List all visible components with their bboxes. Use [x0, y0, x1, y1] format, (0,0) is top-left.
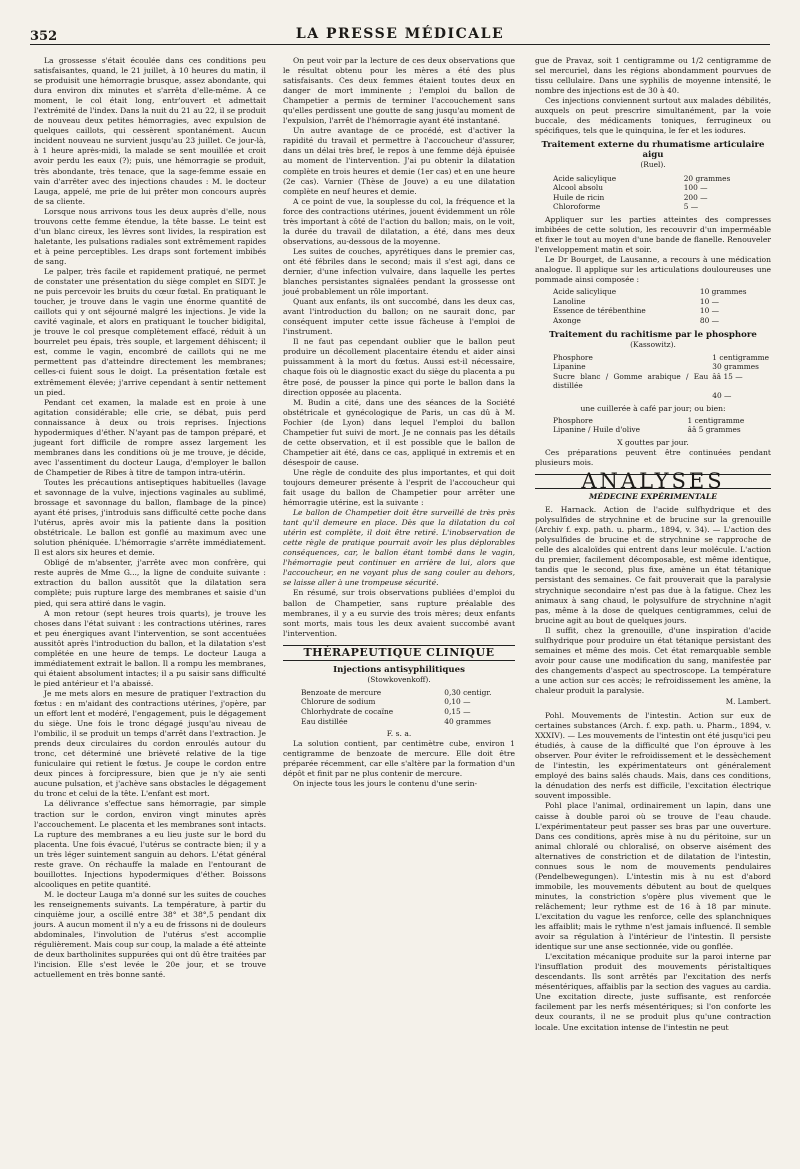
prescription-table — [535, 287, 771, 325]
dose: 30 grammes — [712, 362, 759, 372]
dose: 0,10 — — [444, 697, 471, 707]
prescription-author: (Stowkovenkoff). — [367, 674, 431, 684]
paragraph: La solution contient, par centimètre cube, environ 1 centigramme de benzoate de mercure. Elle doit être préparée récemment, car elle s'altère par la formation d'un dépôt et finit par ne plus contenir de mercure. — [283, 739, 515, 779]
ingredient: Benzoate de mercure — [301, 687, 382, 697]
page-number: 352 — [30, 29, 58, 44]
ingredient: Acide salicylique — [553, 173, 617, 183]
abstract-paragraph: Pohl place l'animal, ordinairement un lapin, dans une caisse à double paroi où se trouve de l'eau chaude. L'expérimentateur peut passer ses bras par une ouverture. Dans ces conditions, après mise à nu du péritoine, sur un animal chloralé ou chloralisé, on observe aisément des alternatives de constriction et de dilatation de l'intestin, connues sous le nom de mouvements pendulaires (Pendelbewegungen). L'intestin mis à nu est d'abord immobile, les mouvements débutent au bout de quelques minutes, la constriction s'opère plus vivement que le relâchement; leur rythme est de 16 à 18 par minute. L'excitation du vague les renforce, celle des splanchniques les affaiblit; mais le rythme n'est jamais influencé. Il semble avoir sa régulation à l'intérieur de l'intestin. Il persiste identique sur une anse sectionnée, vide ou gonflée. — [535, 801, 771, 952]
paragraph: Toutes les précautions antiseptiques habituelles (lavage et savonnage de la vulve, injections vaginales au sublimé, brossage et savonnage du ballon, flambage de la pince) ayant été prises, j'introduis sans difficulté cette poche dans l'utérus, après avoir mis la patiente dans la position obstétricale. Le ballon est gonflé au maximum avec une solution phéniquée. L'hémorragie s'arrête immédiatement. Il est alors six heures et demie. — [34, 477, 266, 558]
ingredient: Huile de ricin — [553, 192, 605, 202]
ingredient: Chloroforme — [553, 202, 601, 212]
prescription-row — [535, 353, 771, 363]
paragraph: Obligé de m'absenter, j'arrête avec mon confrère, qui reste auprès de Mme G..., la ligne de conduite suivante : extraction du ballon aussitôt que la dilatation sera complète; puis rupture large des membranes et saisie d'un pied, qui sera attiré dans le vagin. — [34, 558, 266, 608]
ingredient: Essence de térébenthine — [553, 306, 646, 316]
ingredient: Chlorhydrate de cocaïne — [301, 707, 394, 717]
dosage-note: une cuillerée à café par jour; ou bien: — [580, 403, 726, 413]
paragraph: A ce point de vue, la souplesse du col, la fréquence et la force des contractions utérines, jouent évidemment un rôle très important à côté de l'action du ballon; mais, on le voit, la durée du travail de dilatation, a été, dans mes deux observations, au-dessous de la moyenne. — [283, 196, 515, 246]
column-2 — [283, 56, 515, 790]
dose: 1 centigramme — [687, 415, 745, 425]
prescription-row — [535, 316, 771, 326]
paragraph: En résumé, sur trois observations publiées d'emploi du ballon de Champetier, sans rupture préalable des membranes, il y a eu survie des trois mères; deux enfants sont morts, mais tous les deux avaient succombé avant l'intervention. — [283, 588, 515, 638]
prescription-row — [535, 306, 771, 316]
dose: 10 — — [699, 296, 720, 306]
prescription-title: Traitement externe du rhumatisme articulaire aigu — [541, 140, 765, 161]
prescription-author: (Kassowitz). — [630, 339, 676, 349]
ingredient — [535, 391, 710, 401]
abstract-paragraph: Il suffit, chez la grenouille, d'une inspiration d'acide sulfhydrique pour produire un état tétanique persistant des semaines et même des mois. Cet état remarquable semble avoir pour cause une modification du sang, manifestée par des changements d'aspect au spectroscope. La température a une action sur ces accès; le refroidissement les amène, la chaleur produit la paralysie. — [535, 625, 771, 695]
section-title: THÉRAPEUTIQUE CLINIQUE — [283, 645, 515, 661]
column-1 — [34, 56, 266, 980]
prescription-title: Traitement du rachitisme par le phosphore — [549, 329, 757, 340]
dose: ââ 15 — — [712, 371, 743, 381]
dose: 200 — — [683, 192, 708, 202]
abstract-paragraph: Pohl. Mouvements de l'intestin. Action sur eux de certaines substances (Arch. f. exp. path. u. Pharm., 1894, v. XXXIV). — Les mouvements de l'intestin ont été jusqu'ici peu étudiés, à cause de la difficulté que l'on éprouve à les observer. Pour éviter le refroidissement et le dessèchement de l'intestin, les expérimentateurs ont généralement employé des bains salés chauds. Mais, dans ces conditions, la dénudation des nerfs est difficile, l'excitation électrique souvent impossible. — [535, 711, 771, 801]
paragraph: M. Budin a cité, dans une des séances de la Société obstétricale et gynécologique de Paris, un cas dû à M. Fochier (de Lyon) dans lequel l'emploi du ballon Champetier fut suivi de mort. Je ne connais pas les détails de cette observation, et il est possible que le ballon de Champetier ait été, dans ce cas, appliqué in extremis et en désespoir de cause. — [283, 397, 515, 467]
paragraph: La grossesse s'était écoulée dans ces conditions peu satisfaisantes, quand, le 21 juillet, à 10 heures du matin, il se produisit une hémorragie brusque, assez abondante, qui dura environ dix minutes et s'arrêta d'elle-même. A ce moment, le col était long, entr'ouvert et admettait l'extrémité de l'index. Dans la nuit du 21 au 22, il se produit de nouveau deux petites hémorragies, avec expulsion de quelques caillots, qui cessèrent spontanément. Aucun incident nouveau ne survient jusqu'au 23 juillet. Ce jour-là, à 1 heure après-midi, la malade se sent mouillée et croit avoir perdu les eaux (?); puis, une hémorragie se produit, très abondante, très tenace, que la sage-femme essaie en vain d'arrêter avec des injections chaudes : M. le docteur Lauga, appelé, me prie de lui prêter mon concours auprès de sa cliente. — [34, 56, 266, 206]
abstract-paragraph: L'excitation mécanique produite sur la paroi interne par l'insufflation produit des mouvements péristaltiques descendants. Ils sont arrêtés par l'excitation des nerfs mésentériques, affaiblis par la section des vagues au cardia. Une excitation directe, juste suffisante, est renforcée facilement par les nerfs mésentériques; si l'on conforte les deux courants, il ne se produit plus qu'une contraction locale. Une excitation intense de l'intestin ne peut — [535, 952, 771, 1032]
dose: 5 — — [683, 202, 699, 212]
prescription-row — [283, 697, 515, 707]
ingredient: Chlorure de sodium — [301, 697, 376, 707]
dose: 40 grammes — [444, 716, 491, 726]
prescription-row — [535, 193, 771, 203]
paragraph: Ces préparations peuvent être continuées pendant plusieurs mois. — [535, 447, 771, 467]
paragraph: La délivrance s'effectue sans hémorragie, par simple traction sur le cordon, environ vingt minutes après l'accouchement. Le placenta et les membranes sont intacts. La rupture des membranes a eu lieu juste sur le bord du placenta. Une fois évacué, l'utérus se contracte bien; il y a un très léger suintement sanguin au dehors. L'état général reste grave. On réchauffe la malade en l'entourant de bouillottes. Injections hypodermiques d'éther. Boissons alcooliques en petite quantité. — [34, 799, 266, 889]
paragraph: Une règle de conduite des plus importantes, et qui doit toujours demeurer présente à l'esprit de l'accoucheur qui fait usage du ballon de Champetier pour arrêter une hémorragie utérine, est la suivante : — [283, 467, 515, 508]
prescription-row — [283, 707, 515, 717]
dose: 0,30 centigr. — [444, 687, 492, 697]
paragraph: Quant aux enfants, ils ont succombé, dans les deux cas, avant l'introduction du ballon; on ne saurait donc, par conséquent imputer cette issue fâcheuse à l'emploi de l'instrument. — [283, 297, 515, 337]
prescription-row — [283, 688, 515, 698]
prescription-row — [535, 362, 771, 372]
analyses-heading: ANALYSES — [535, 474, 771, 489]
paragraph: Il ne faut pas cependant oublier que le ballon peut produire un décollement placentaire étendu et aider ainsi puissamment à la mort du fœtus. Aussi est-il nécessaire, chaque fois où le diagnostic exact du siège du placenta a pu être posé, de pousser la pince qui porte le ballon dans la direction opposée au placenta. — [283, 337, 515, 397]
dose: 40 — — [712, 391, 732, 401]
ingredient: Sucre blanc / Gomme arabique / Eau distillée — [553, 371, 709, 391]
dose: 1 centigramme — [712, 352, 769, 362]
prescription-row — [283, 717, 515, 727]
prescription-row — [535, 174, 771, 184]
dose: 100 — — [683, 183, 708, 193]
ingredient: Eau distillée — [301, 716, 348, 726]
paragraph: A mon retour (sept heures trois quarts), je trouve les choses dans l'état suivant : les contractions utérines, rares et peu énergiques avant l'intervention, se sont accentuées aussitôt après l'introduction du ballon, et la dilatation s'est complétée en une heure de temps. Le docteur Lauga a immédiatement extrait le ballon. Il a rompu les membranes, qui étaient absolument intactes; il a pu saisir sans difficulté le pied antérieur et l'a abaissé. — [34, 608, 266, 688]
prescription-row — [535, 425, 771, 435]
prescription-row — [535, 183, 771, 193]
paragraph: Appliquer sur les parties atteintes des compresses imbibées de cette solution, les recouvrir d'un imperméable et fixer le tout au moyen d'une bande de flanelle. Renouveler l'enveloppement matin et soir. — [535, 214, 771, 255]
prescription-row — [535, 287, 771, 297]
column-3 — [535, 56, 771, 1033]
prescription-row — [535, 297, 771, 307]
prescription-table — [283, 688, 515, 726]
prescription-row — [535, 416, 771, 426]
paragraph: Lorsque nous arrivons tous les deux auprès d'elle, nous trouvons cette femme étendue, la tête basse. Le teint est d'un blanc cireux, les lèvres sont livides, la respiration est haletante, les pulsations radiales sont extrêmement rapides et à peine perceptibles. Les draps sont fortement imbibés de sang. — [34, 206, 266, 266]
ingredient: Lipanine / Huile d'olive — [553, 425, 640, 435]
emphasis-paragraph: Le ballon de Champetier doit être surveillé de très près tant qu'il demeure en place. Dès que la dilatation du col utérin est complète, il doit être retiré. L'inobservation de cette règle de pratique pourrait avoir les plus déplorables conséquences, car, le ballon étant tombé dans le vagin, l'hémorragie peut continuer en arrière de lui, alors que l'accoucheur, en ne voyant plus de sang couler au dehors, se laisse aller à une trompeuse sécurité. — [283, 508, 515, 588]
prescription-table — [535, 416, 771, 435]
paragraph: Un autre avantage de ce procédé, est d'activer la rapidité du travail et permettre à l'accoucheur d'assurer, dans un délai très bref, le repos à une femme déjà épuisée au moment de l'intervention. J'ai pu obtenir la dilatation complète en trois heures et demie (1er cas) et en une heure (2e cas). Varnier (Thèse de Jouve) a eu une dilatation complète en neuf heures et demie. — [283, 126, 515, 196]
dose: 10 grammes — [699, 287, 747, 297]
paragraph: On peut voir par la lecture de ces deux observations que le résultat obtenu pour les mères a été des plus satisfaisants. Ces deux femmes étaient toutes deux en danger de mort imminente ; l'emploi du ballon de Champetier a permis de terminer l'accouchement sans qu'elles perdissent une goutte de sang jusqu'au moment de l'expulsion, l'arrêt de l'hémorragie ayant été instantané. — [283, 56, 515, 126]
dose: 10 — — [699, 306, 720, 316]
paragraph: M. le docteur Lauga m'a donné sur les suites de couches les renseignements suivants. La température, à partir du cinquième jour, a oscillé entre 38° et 38°,5 pendant dix jours. A aucun moment il n'y a eu de frissons ni de douleurs abdominales, l'involution de l'utérus s'est accomplie régulièrement. Mais coup sur coup, la malade a été atteinte de deux bartholinites suppurées qui ont dû être traitées par l'incision. Elle s'est levée le 20e jour, et se trouve actuellement en très bonne santé. — [34, 889, 266, 980]
fsa-note: F. s. a. — [386, 729, 412, 739]
paragraph: Ces injections conviennent surtout aux malades débilités, auxquels on peut prescrire simultanément, par la voie buccale, des médicaments toniques, ferrugineux ou spécifiques, tels que le quinquina, le fer et les iodures. — [535, 96, 771, 136]
page-header — [30, 22, 770, 45]
prescription-author: (Ruel). — [640, 160, 666, 170]
abstract-paragraph: E. Harnack. Action de l'acide sulfhydrique et des polysulfides de strychnine et de brucine sur la grenouille (Archiv f. exp. path. u. pharm., 1894, v. 34). — L'action des polysulfides de brucine et de strychnine se rapproche de celle des alcaloïdes qui entrent dans leur molécule. L'action du premier, facilement décomposable, est même identique, tandis que le second, plus fixe, amène un état tétanique persistant des semaines. Ce fait prouverait que la paralysie strychnique secondaire n'est pas due à la fatigue. Chez les animaux à sang chaud, le polysulfure de strychnine n'agit pas, même à la dose de quelques centigrammes, celui de brucine agit au bout de quelques jours. — [535, 505, 771, 625]
prescription-table — [535, 353, 771, 401]
paragraph: Les suites de couches, apyrétiques dans le premier cas, ont été fébriles dans le second; mais il s'est agi, dans ce dernier, d'une infection vulvaire, dans laquelle les pertes blanches persistantes signalées pendant la grossesse ont joué probablement un rôle important. — [283, 246, 515, 297]
ingredient: Lipanine — [553, 362, 586, 372]
ingredient: Axonge — [553, 316, 581, 325]
journal-title: LA PRESSE MÉDICALE — [295, 26, 505, 42]
paragraph: On injecte tous les jours le contenu d'une serin- — [293, 779, 478, 789]
prescription-row — [535, 372, 771, 391]
prescription-row — [535, 202, 771, 212]
paragraph: gue de Pravaz, soit 1 centigramme ou 1/2 centigramme de sel mercuriel, dans les régions abondamment pourvues de tissu cellulaire. Dans une syphilis de moyenne intensité, le nombre des injections est de 30 à 40. — [535, 56, 771, 96]
ingredient: Alcool absolu — [553, 183, 603, 193]
paragraph: Pendant cet examen, la malade est en proie à une agitation considérable; elle crie, se débat, puis perd connaissance à deux ou trois reprises. Injections hypodermiques d'éther. N'ayant pas de tampon préparé, et jugeant fort difficile de rompre assez largement les membranes dans les conditions où je me trouve, je décide, avec l'assentiment du docteur Lauga, d'employer le ballon de Champetier de Ribes à titre de tampon intra-utérin. — [34, 397, 266, 477]
dosage-note: X gouttes par jour. — [617, 437, 689, 447]
ingredient: Lanoline — [553, 296, 586, 306]
signature: M. Lambert. — [725, 697, 771, 707]
ingredient: Phosphore — [553, 352, 593, 362]
prescription-row — [535, 391, 771, 401]
ingredient: Acide salicylique — [553, 287, 617, 297]
dose: 0,15 — — [444, 707, 471, 717]
prescription-table — [535, 174, 771, 212]
dose: 20 grammes — [683, 173, 731, 183]
dose: 80 — — [699, 316, 720, 325]
paragraph: Le Dr Bourget, de Lausanne, a recours à une médication analogue. Il applique sur les articulations douloureuses une pommade ainsi composée : — [535, 255, 771, 285]
paragraph: Je me mets alors en mesure de pratiquer l'extraction du fœtus : en m'aidant des contractions utérines, j'opère, par un effort lent et modéré, l'engagement, puis le dégagement du siège. Une fois le tronc dégagé jusqu'au niveau de l'ombilic, il se produit un temps d'arrêt dans l'extraction. Je prends deux circulaires du cordon enroulés autour du tronc, cet déterminé une brièveté relative de la tige funiculaire qui retient le fœtus. Je coupe le cordon entre deux pinces à forcipressure, bien que je n'y aie senti aucune pulsation, et j'achève sans obstacles le dégagement du tronc et celui de la tête. L'enfant est mort. — [34, 688, 266, 799]
analyses-subheading: MÉDECINE EXPÉRIMENTALE — [589, 492, 717, 502]
ingredient: Phosphore — [553, 415, 593, 425]
paragraph: Le palper, très facile et rapidement pratiqué, ne permet de constater une présentation du siège complet en SIDT. Je ne puis percevoir les bruits du cœur fœtal. En pratiquant le toucher, je trouve dans le vagin une énorme quantité de caillots qui y ont séjourné malgré les injections. Je vide la cavité vaginale, et alors en pratiquant le toucher bidigital, je trouve le col presque complètement effacé, réduit à un bourrelet peu épais, très souple, et largement déhiscent; il est, comme le vagin, encombré de caillots qui ne me permettent pas d'atteindre directement les membranes; celles-ci fuient sous le doigt. La présentation fœtale est extrêmement élevée; j'arrive cependant à sentir nettement un pied. — [34, 266, 266, 397]
prescription-title: Injections antisyphilitiques — [333, 664, 465, 675]
dose: ââ 5 grammes — [687, 425, 741, 435]
